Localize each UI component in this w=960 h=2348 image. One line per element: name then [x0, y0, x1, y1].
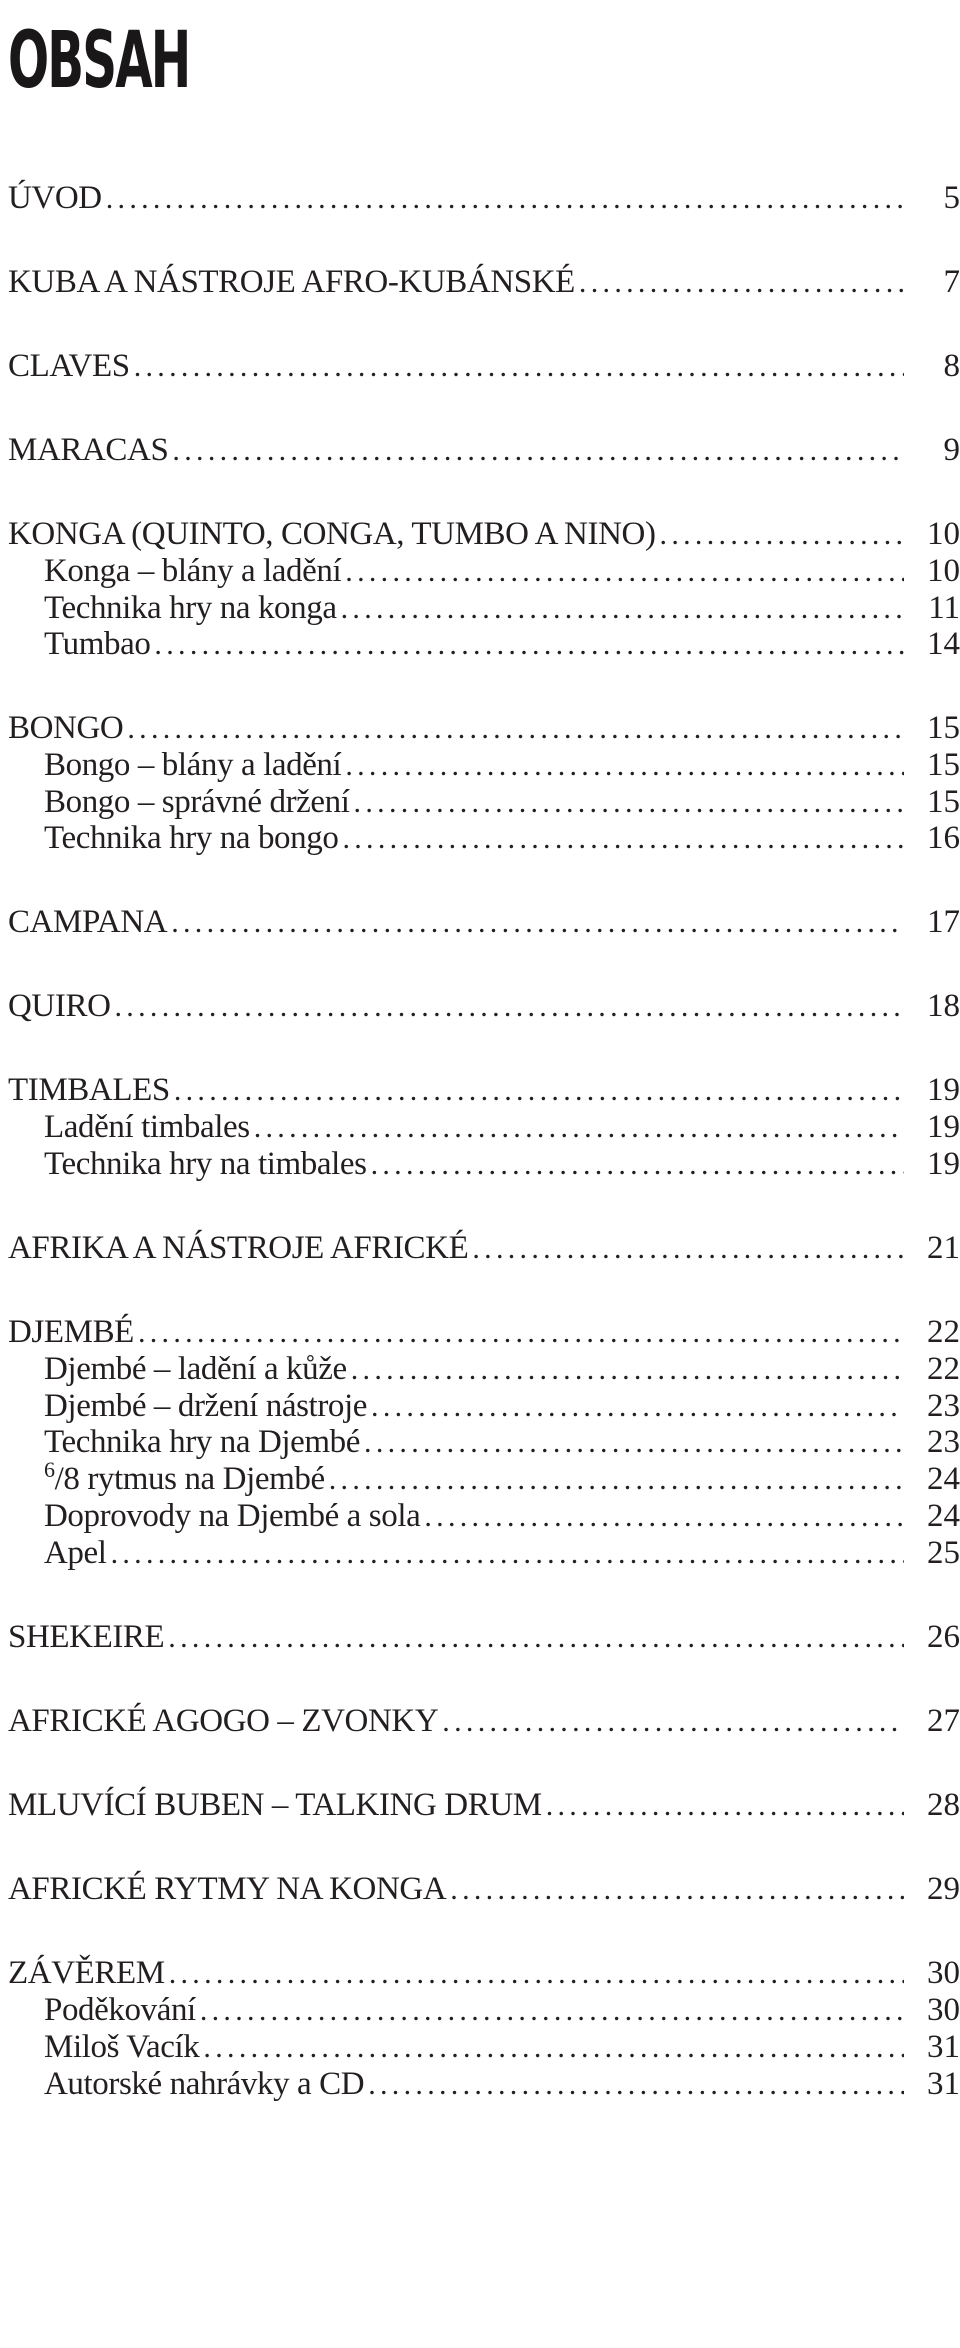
toc-entry-page: 24	[927, 1498, 960, 1534]
toc-entry-konga[interactable]	[8, 514, 960, 554]
dot-leader	[168, 1618, 904, 1658]
dot-leader	[579, 263, 904, 303]
toc-entry-label: SHEKEIRE	[8, 1619, 165, 1655]
toc-entry-label: Miloš Vacík	[44, 2029, 200, 2065]
toc-entry-label: KONGA (QUINTO, CONGA, TUMBO A NINO)	[8, 516, 656, 552]
toc-entry-page: 31	[927, 2029, 960, 2065]
toc-entry-label: MARACAS	[8, 432, 169, 468]
toc-entry-label: AFRIKA A NÁSTROJE AFRICKÉ	[8, 1230, 469, 1266]
toc-entry-page: 23	[927, 1388, 960, 1424]
toc-entry-page: 10	[927, 516, 960, 552]
toc-entry-apel[interactable]	[44, 1533, 960, 1573]
toc-entry-bongo[interactable]	[8, 708, 960, 748]
dot-leader	[341, 589, 904, 629]
dot-leader	[472, 1229, 904, 1269]
toc-entry-page: 30	[927, 1992, 960, 2028]
toc-entry-page: 10	[927, 553, 960, 589]
dot-leader	[111, 1534, 904, 1574]
toc-entry-agogo[interactable]	[8, 1701, 960, 1741]
toc-entry-label	[44, 1459, 325, 1499]
toc-entry-label: QUIRO	[8, 988, 111, 1024]
dot-leader	[368, 2065, 904, 2105]
toc-entry-djembe-drzeni[interactable]	[44, 1386, 960, 1426]
toc-entry-label: ÚVOD	[8, 180, 102, 216]
toc-entry-timbales-technika[interactable]	[44, 1144, 960, 1184]
dot-leader	[450, 1870, 904, 1910]
toc-entry-page: 27	[927, 1703, 960, 1739]
toc-entry-bongo-drzeni[interactable]	[44, 782, 960, 822]
toc-entry-label: Technika hry na Djembé	[44, 1424, 361, 1460]
dot-leader	[546, 1786, 904, 1826]
toc-entry-page: 8	[943, 348, 960, 384]
toc-entry-page: 29	[927, 1871, 960, 1907]
toc-entry-label: Technika hry na timbales	[44, 1146, 367, 1182]
toc-entry-page: 19	[927, 1109, 960, 1145]
toc-entry-page: 22	[927, 1351, 960, 1387]
dot-leader	[203, 2028, 904, 2068]
toc-entry-label: Djembé – ladění a kůže	[44, 1351, 347, 1387]
toc-entry-label: Tumbao	[44, 626, 151, 662]
toc-entry-page: 22	[927, 1314, 960, 1350]
dot-leader	[174, 1071, 904, 1111]
toc-entry-label: Bongo – správné držení	[44, 784, 350, 820]
toc-entry-africke-rytmy[interactable]	[8, 1869, 960, 1909]
toc-entry-shekeire[interactable]	[8, 1617, 960, 1657]
toc-entry-page: 15	[927, 710, 960, 746]
toc-entry-label: Technika hry na bongo	[44, 820, 339, 856]
dot-leader	[660, 515, 904, 555]
toc-entry-zaverem[interactable]	[8, 1953, 960, 1993]
toc-entry-label: Doprovody na Djembé a sola	[44, 1498, 421, 1534]
toc-entry-claves[interactable]	[8, 346, 960, 386]
toc-entry-campana[interactable]	[8, 902, 960, 942]
toc-entry-label: Autorské nahrávky a CD	[44, 2066, 365, 2102]
toc-entry-quiro[interactable]	[8, 986, 960, 1026]
dot-leader	[106, 179, 904, 219]
dot-leader	[138, 1313, 904, 1353]
toc-entry-label: Technika hry na konga	[44, 590, 337, 626]
dot-leader	[172, 431, 904, 471]
toc-entry-page: 9	[943, 432, 960, 468]
toc-entry-page: 23	[927, 1424, 960, 1460]
toc-entry-djembe-technika[interactable]	[44, 1422, 960, 1462]
toc-entry-label: Poděkování	[44, 1992, 196, 2028]
toc-entry-label: BONGO	[8, 710, 124, 746]
toc-entry-djembe-doprovody[interactable]	[44, 1496, 960, 1536]
toc-entry-page: 28	[927, 1787, 960, 1823]
dot-leader	[154, 625, 904, 665]
toc-entry-page: 11	[928, 590, 960, 626]
dot-leader	[329, 1460, 904, 1500]
toc-entry-afrika[interactable]	[8, 1228, 960, 1268]
toc-entry-page: 25	[927, 1535, 960, 1571]
dot-leader	[115, 987, 905, 1027]
dot-leader	[342, 819, 904, 859]
toc-entry-page: 7	[943, 264, 960, 300]
page-title: OBSAH	[8, 16, 190, 106]
toc-entry-djembe-ladeni[interactable]	[44, 1349, 960, 1389]
dot-leader	[424, 1497, 904, 1537]
dot-leader	[354, 783, 904, 823]
toc-entry-page: 14	[927, 626, 960, 662]
toc-entry-kuba[interactable]	[8, 262, 960, 302]
toc-entry-konga-technika[interactable]	[44, 588, 960, 628]
toc-entry-page: 19	[927, 1146, 960, 1182]
dot-leader	[351, 1350, 904, 1390]
toc-entry-bongo-technika[interactable]	[44, 818, 960, 858]
toc-entry-talking-drum[interactable]	[8, 1785, 960, 1825]
toc-entry-konga-blany[interactable]	[44, 551, 960, 591]
toc-entry-page: 5	[943, 180, 960, 216]
dot-leader	[442, 1702, 904, 1742]
toc-entry-page: 26	[927, 1619, 960, 1655]
toc-entry-djembe-rytmus[interactable]	[44, 1459, 960, 1499]
toc-entry-page: 21	[927, 1230, 960, 1266]
dot-leader	[364, 1423, 904, 1463]
fraction-numerator: 6	[44, 1457, 55, 1482]
toc-entry-tumbao[interactable]	[44, 624, 960, 664]
toc-entry-label: Ladění timbales	[44, 1109, 250, 1145]
toc-entry-label-text: /8 rytmus na Djembé	[54, 1461, 325, 1497]
toc-entry-timbales-ladeni[interactable]	[44, 1107, 960, 1147]
toc-entry-label: DJEMBÉ	[8, 1314, 134, 1350]
toc-entry-bongo-blany[interactable]	[44, 745, 960, 785]
toc-entry-page: 17	[927, 904, 960, 940]
toc-entry-label: CAMPANA	[8, 904, 168, 940]
toc-entry-page: 19	[927, 1072, 960, 1108]
dot-leader	[127, 709, 904, 749]
toc-entry-label: ZÁVĚREM	[8, 1955, 165, 1991]
toc-entry-page: 16	[927, 820, 960, 856]
toc-entry-label: Apel	[44, 1535, 107, 1571]
dot-leader	[371, 1145, 904, 1185]
toc-entry-page: 30	[927, 1955, 960, 1991]
toc-entry-page: 18	[927, 988, 960, 1024]
dot-leader	[345, 552, 904, 592]
toc-entry-podekovani[interactable]	[44, 1990, 960, 2030]
toc-entry-djembe[interactable]	[8, 1312, 960, 1352]
toc-entry-label: Konga – blány a ladění	[44, 553, 342, 589]
toc-entry-label: CLAVES	[8, 348, 130, 384]
toc-entry-page: 24	[927, 1461, 960, 1497]
toc-entry-nahravky[interactable]	[44, 2064, 960, 2104]
dot-leader	[345, 746, 904, 786]
toc-entry-label: TIMBALES	[8, 1072, 170, 1108]
toc-entry-label: AFRICKÉ RYTMY NA KONGA	[8, 1871, 447, 1907]
toc-entry-timbales[interactable]	[8, 1070, 960, 1110]
dot-leader	[134, 347, 904, 387]
toc-entry-uvod[interactable]	[8, 178, 960, 218]
toc-entry-label: MLUVÍCÍ BUBEN – TALKING DRUM	[8, 1787, 542, 1823]
toc-entry-label: KUBA A NÁSTROJE AFRO-KUBÁNSKÉ	[8, 264, 575, 300]
toc-entry-page: 15	[927, 784, 960, 820]
toc-entry-label: AFRICKÉ AGOGO – ZVONKY	[8, 1703, 439, 1739]
toc-entry-milos-vacik[interactable]	[44, 2027, 960, 2067]
dot-leader	[200, 1991, 904, 2031]
dot-leader	[169, 1954, 904, 1994]
toc-entry-maracas[interactable]	[8, 430, 960, 470]
toc-entry-page: 15	[927, 747, 960, 783]
toc-entry-page: 31	[927, 2066, 960, 2102]
toc-entry-label: Djembé – držení nástroje	[44, 1388, 368, 1424]
dot-leader	[171, 903, 904, 943]
dot-leader	[371, 1387, 904, 1427]
toc-entry-label: Bongo – blány a ladění	[44, 747, 342, 783]
dot-leader	[254, 1108, 904, 1148]
